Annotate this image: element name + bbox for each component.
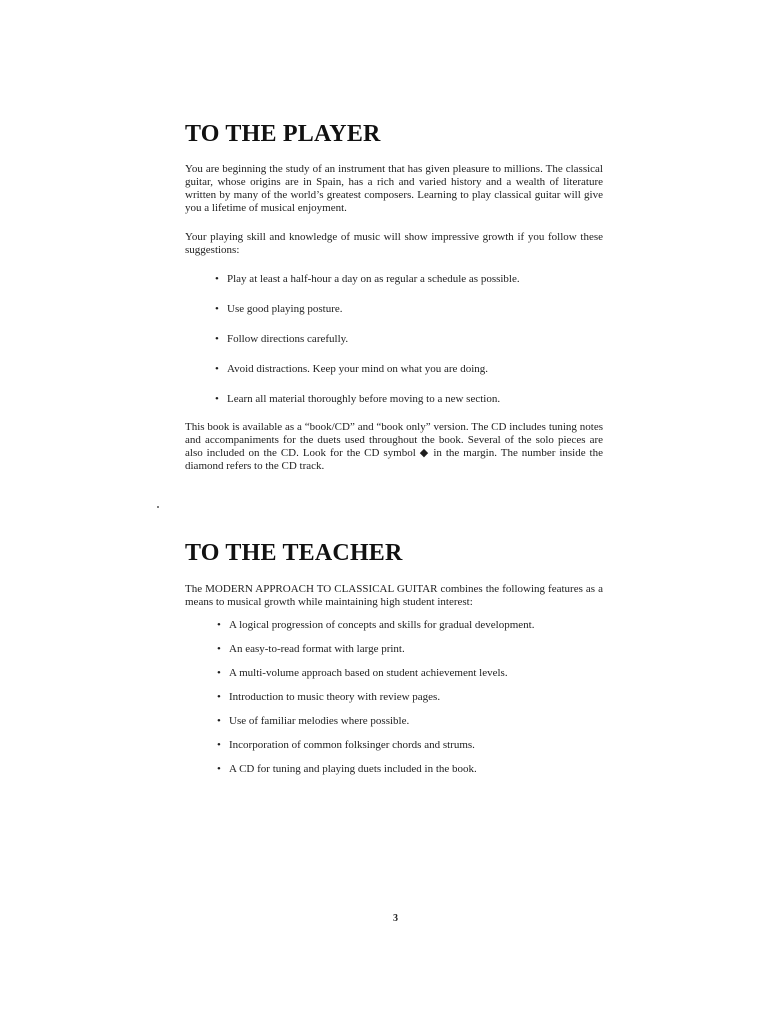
list-item: • Incorporation of common folksinger chords and strums. — [217, 739, 534, 763]
scan-speck — [157, 506, 159, 508]
list-item: • A multi-volume approach based on student achievement levels. — [217, 667, 534, 691]
player-section-heading: TO THE PLAYER — [185, 121, 381, 147]
teacher-intro-paragraph: The MODERN APPROACH TO CLASSICAL GUITAR combines the following features as a means to musical growth while maintaining high student interest: — [185, 583, 603, 608]
list-item: • Learn all material thoroughly before moving to a new section. — [215, 393, 520, 423]
list-item: • Use of familiar melodies where possible. — [217, 715, 534, 739]
teacher-section-heading: TO THE TEACHER — [185, 540, 403, 566]
list-item: • A logical progression of concepts and skills for gradual development. — [217, 619, 534, 643]
player-suggestions-list — [215, 273, 520, 423]
list-item: • A CD for tuning and playing duets included in the book. — [217, 763, 534, 787]
list-item: • Avoid distractions. Keep your mind on what you are doing. — [215, 363, 520, 393]
list-item: • Introduction to music theory with review pages. — [217, 691, 534, 715]
page-number: 3 — [393, 913, 398, 924]
list-item: • Follow directions carefully. — [215, 333, 520, 363]
list-item: • An easy-to-read format with large print. — [217, 643, 534, 667]
list-item: • Play at least a half-hour a day on as regular a schedule as possible. — [215, 273, 520, 303]
cd-note-paragraph: This book is available as a “book/CD” and “book only” version. The CD includes tuning notes and accompaniments for the duets used throughout the book. Several of the solo pieces are also included on the CD. Look for the CD symbol ◆ in the margin. The number inside the diamond refers to the CD track. — [185, 421, 603, 472]
player-intro-paragraph: You are beginning the study of an instrument that has given pleasure to millions. The classical guitar, whose origins are in Spain, has a rich and varied history and a wealth of literature written by many of the world’s greatest composers. Learning to play classical guitar will give you a lifetime of musical enjoyment. — [185, 163, 603, 214]
list-item: • Use good playing posture. — [215, 303, 520, 333]
teacher-features-list — [217, 619, 534, 787]
player-suggestions-intro: Your playing skill and knowledge of music will show impressive growth if you follow these suggestions: — [185, 231, 603, 256]
